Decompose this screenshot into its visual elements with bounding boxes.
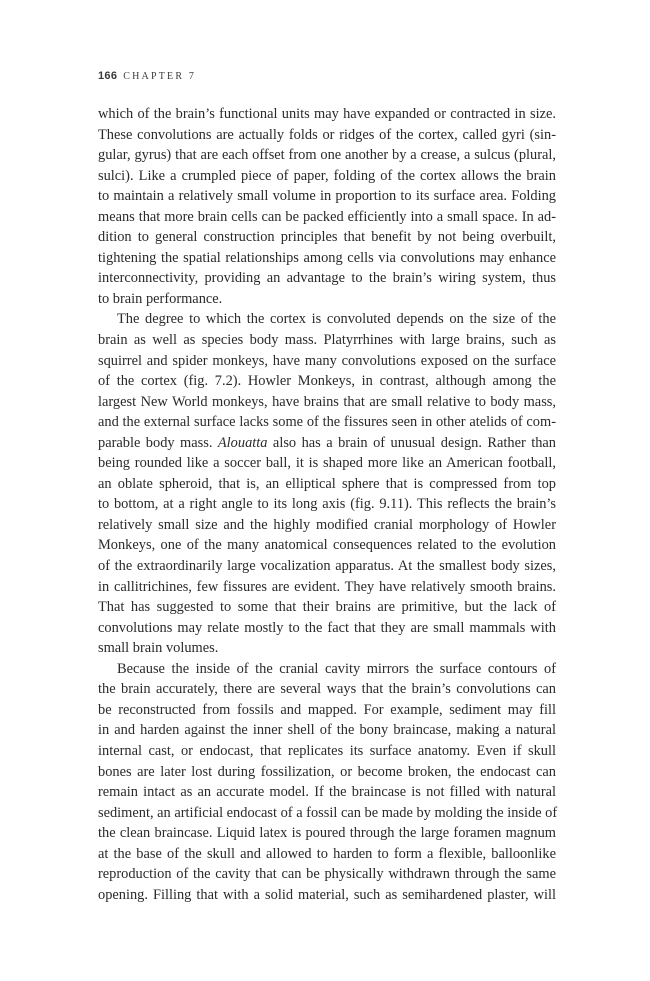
text-line: an oblate spheroid, that is, an elliptical sphere that is compressed from top	[98, 475, 556, 492]
text-line: and the external surface lacks some of the fissures seen in other atelids of com-	[98, 414, 556, 431]
text-line: relatively small size and the highly modified cranial morphology of Howler	[98, 516, 556, 533]
text-line: to brain performance.	[98, 290, 223, 307]
text-line: brain as well as species body mass. Platyrrhines with large brains, such as	[98, 332, 556, 349]
text-line: convolutions may relate mostly to the fact that they are small mammals with	[98, 619, 556, 636]
text-line: tightening the spatial relationships among cells via convolutions may enhance	[98, 249, 556, 266]
text-line: of the extraordinarily large vocalization apparatus. At the smallest body sizes,	[98, 558, 556, 575]
text-line: to bottom, at a right angle to its long axis (fig. 9.11). This reflects the brain’s	[98, 496, 556, 513]
text-line: interconnectivity, providing an advantage to the brain’s wiring system, thus	[98, 270, 556, 287]
text-line: be reconstructed from fossils and mapped. For example, sediment may fill	[98, 701, 556, 718]
text-line: the brain accurately, there are several ways that the brain’s convolutions can	[98, 681, 556, 698]
text-line: dition to general construction principles that benefit by not being overbuilt,	[98, 229, 556, 246]
text-line: largest New World monkeys, have brains that are small relative to body mass,	[98, 393, 556, 410]
text-line: reproduction of the cavity that can be physically withdrawn through the same	[98, 866, 556, 883]
text-line: the clean braincase. Liquid latex is poured through the large foramen magnum	[98, 825, 556, 842]
text-line: sediment, an artificial endocast of a fossil can be made by molding the inside of	[98, 804, 558, 821]
text-line: sulci). Like a crumpled piece of paper, folding of the cortex allows the brain	[98, 167, 556, 184]
text-line: bones are later lost during fossilization, or become broken, the endocast can	[98, 763, 556, 780]
text-line: gular, gyrus) that are each offset from one another by a crease, a sulcus (plural,	[98, 147, 556, 164]
chapter-label: CHAPTER 7	[123, 71, 197, 82]
text-line: of the cortex (fig. 7.2). Howler Monkeys, in contrast, although among the	[98, 373, 556, 390]
paragraph	[98, 104, 556, 309]
text-line: internal cast, or endocast, that replicates its surface anatomy. Even if skull	[98, 742, 556, 759]
text-line: squirrel and spider monkeys, have many convolutions exposed on the surface	[98, 352, 556, 369]
text-line: remain intact as an accurate model. If the braincase is not filled with natural	[98, 784, 556, 801]
body-text	[98, 104, 556, 905]
text-line: That has suggested to some that their brains are primitive, but the lack of	[98, 599, 556, 616]
text-line: which of the brain’s functional units may have expanded or contracted in size.	[98, 106, 556, 122]
text-line: opening. Filling that with a solid material, such as semihardened plaster, will	[98, 886, 556, 903]
text-line: in and harden against the inner shell of the bony braincase, making a natural	[98, 722, 556, 739]
text-line: to maintain a relatively small volume in proportion to its surface area. Folding	[98, 188, 556, 205]
text-line: at the base of the skull and allowed to harden to form a flexible, balloonlike	[98, 845, 556, 862]
text-line: parable body mass. Alouatta also has a brain of unusual design. Rather than	[98, 434, 556, 451]
page-number: 166	[98, 70, 118, 82]
text-line: The degree to which the cortex is convoluted depends on the size of the	[117, 311, 556, 328]
text-line: Monkeys, one of the many anatomical consequences related to the evolution	[98, 537, 556, 554]
text-line: Because the inside of the cranial cavity mirrors the surface contours of	[117, 660, 556, 677]
text-line: being rounded like a soccer ball, it is shaped more like an American football,	[98, 455, 556, 472]
text-line: in callitrichines, few fissures are evident. They have relatively smooth brains.	[98, 578, 556, 595]
text-line: means that more brain cells can be packed efficiently into a small space. In ad-	[98, 208, 556, 225]
running-head	[98, 70, 196, 82]
text-line: These convolutions are actually folds or ridges of the cortex, called gyri (sin-	[98, 126, 556, 143]
paragraph	[98, 659, 556, 906]
paragraph	[98, 309, 556, 658]
text-line: small brain volumes.	[98, 640, 219, 657]
italic-term: Alouatta	[217, 434, 268, 451]
